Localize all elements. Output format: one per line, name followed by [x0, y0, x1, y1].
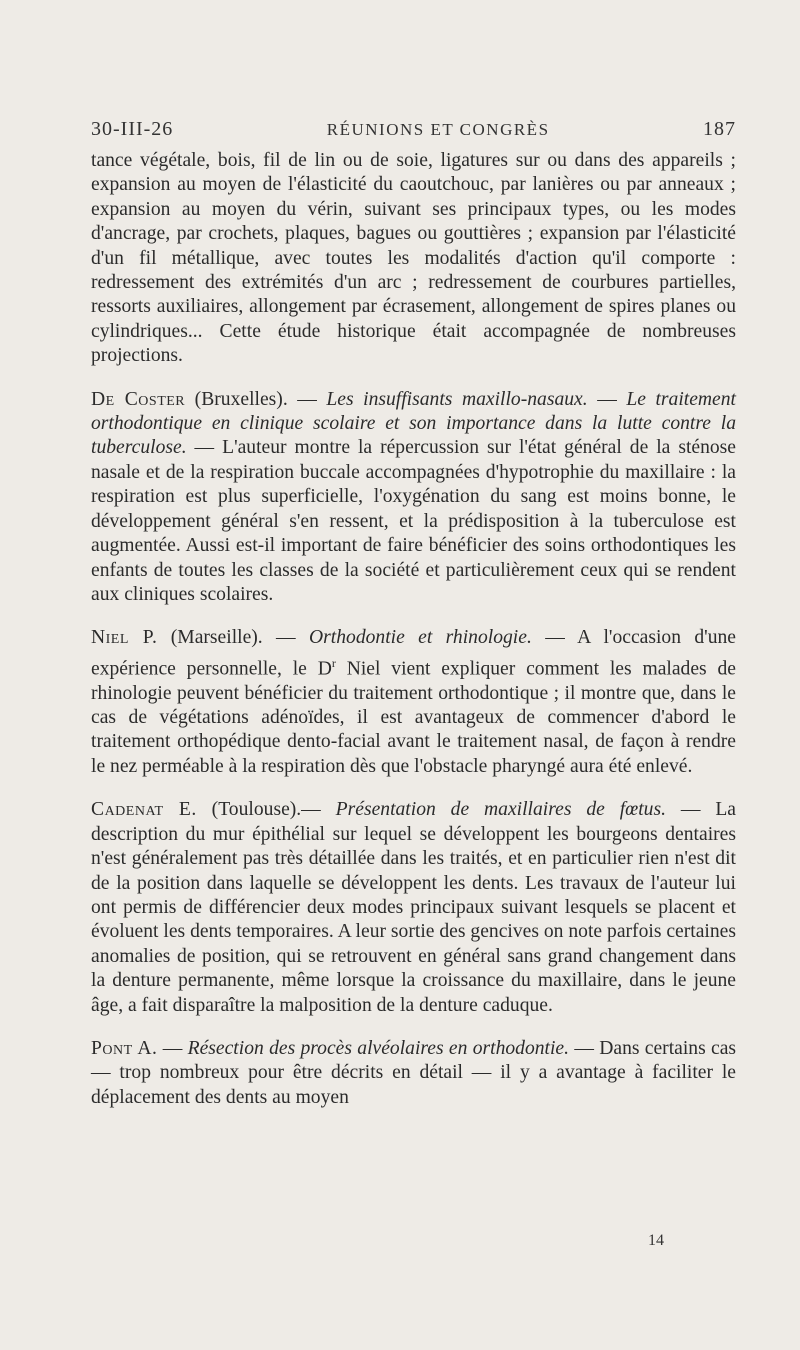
entry-author: Niel P. [91, 627, 158, 649]
entry-body: — L'auteur montre la répercussion sur l'état général de la sténose nasale et de la respiration buccale accompagnées d'hypotrophie du maxillaire : la respiration est plus superficielle, l'oxygénation du sang est moins bonne, le développement général s'en ressent, et la prédisposition à la tuberculose est augmentée. Aussi est-il important de faire bénéficier des soins orthodontiques les enfants de toutes les classes de la société et particulièrement ceux qui se rendent aux cliniques scolaires. [91, 437, 736, 605]
entry-separator: — [587, 388, 627, 410]
signature-mark: 14 [648, 1232, 664, 1249]
entry-author: De Coster [91, 388, 186, 410]
entry-title-secondary: Le traitement orthodontique en clinique scolaire et son importance dans la lutte contre la tuberculose. [91, 388, 736, 459]
entry-author: Pont A. [91, 1037, 158, 1059]
entry-pont [91, 1037, 736, 1110]
entry-de-coster [91, 388, 736, 608]
entry-body: — La description du mur épithélial sur lequel se développent les bourgeons dentaires n'est généralement pas très détaillée dans les traités, et en particulier rien n'est dit de la position dans laquelle se développent les dents. Les travaux de l'auteur lui ont permis de différencier deux modes principaux suivant lesquels se placent et évoluent les dents temporaires. A leur sortie des gencives on note parfois certaines anomalies de position, qui se retrouvent en général sans grand changement dans la denture permanente, même lorsque la croissance du maxillaire, dans le jeune âge, a fait disparaître la malposition de la denture caduque. [91, 799, 736, 1016]
entry-author-location: (Toulouse).— [196, 799, 336, 821]
entry-cadenat [91, 798, 736, 1018]
entry-author-location: (Marseille). — [157, 627, 310, 649]
entry-title: Présentation de maxillaires de fœtus. [335, 799, 666, 821]
entry-author: Cadenat E. [91, 799, 197, 821]
page-number: 187 [702, 118, 736, 140]
entry-title: Résection des procès alvéolaires en orthodontie. [187, 1037, 570, 1059]
entry-author-location: — [157, 1037, 188, 1059]
entry-niel [91, 626, 736, 779]
entry-author-location: (Bruxelles). — [185, 388, 327, 410]
entry-title: Les insuffisants maxillo-nasaux. [326, 388, 588, 410]
entry-body: — Dans certains cas — trop nombreux pour être décrits en détail — il y a avantage à faciliter le déplacement des dents au moyen [91, 1037, 737, 1108]
running-header [91, 118, 736, 141]
superscript: r [331, 655, 336, 670]
header-date: 30-III-26 [91, 118, 174, 140]
paragraph-text: tance végétale, bois, fil de lin ou de soie, ligatures sur ou dans des appareils ; expansion au moyen de l'élasticité du caoutchouc, par lanières ou par anneaux ; expansion au moyen du vérin, suivant ses principaux types, ou les modes d'ancrage, par crochets, plaques, bagues ou gouttières ; expansion par l'élasticité d'un fil métallique, avec toutes les modalités d'action qu'il comporte : redressement des extrémités d'un arc ; redressement de courbures partielles, ressorts auxiliaires, allongement par écrasement, allongement de spires planes ou cylindriques... Cette étude historique était accompagnée de nombreuses projections. [91, 150, 736, 367]
entry-body: — A l'occasion d'une expérience personnelle, le D [91, 627, 736, 680]
entry-title: Orthodontie et rhinologie. [309, 627, 532, 649]
header-title: RÉUNIONS ET CONGRÈS [326, 120, 550, 139]
page-body [91, 149, 736, 1110]
paragraph-continuation [91, 149, 736, 369]
entry-body-continued: Niel vient expliquer comment les malades de rhinologie peuvent bénéficier du traitement orthodontique ; il montre que, dans le cas de végétations adénoïdes, il est avantageux de commencer d'abord le traitement orthopédique dento-facial avant le traitement nasal, de façon à rendre le nez perméable à la respiration dès que l'obstacle pharyngé aura été enlevé. [91, 658, 736, 777]
